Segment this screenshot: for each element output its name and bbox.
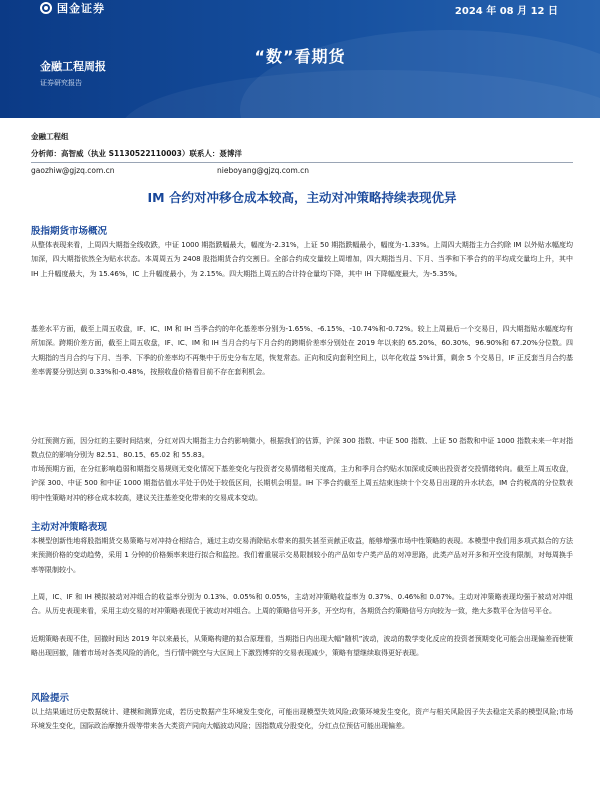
divider [31, 162, 573, 163]
logo-icon [40, 2, 52, 14]
paragraph: 以上结果通过历史数据统计、建模和测算完成，若历史数据产生环境发生变化，可能出现模型失效风险;政策环境发生变化，资产与相关风险因子失去稳定关系的模型风险;市场环境发生变化，国际政治摩擦升级等带来各大类资产同向大幅波动风险；因指数成分股变化，分红点位预估可能出现偏差。 [31, 708, 573, 731]
company-logo [40, 0, 105, 16]
logo-text: 国金证券 [57, 2, 105, 15]
analyst-email[interactable]: gaozhiw@gjzq.com.cn [31, 166, 115, 175]
paragraph: 本模型创新性地将股指期货交易策略与对冲持仓相结合，通过主动交易消除贴水带来的损失甚至贡献正收益，能够增强市场中性策略的表现。本模型中我们用多项式拟合的方法来预测价格的变动趋势，采用 1 分钟的价格频率来进行拟合和监控。我们着重展示交易限制较小的产品如专户类产品的对冲思路，此类产品对开多和开空没有限制，对每周换手率等限制较小。 [31, 537, 573, 574]
section-heading: 风险提示 [31, 693, 70, 704]
analyst-line: 分析师：高智威（执业 S1130522110003）联系人：聂博洋 [31, 149, 242, 158]
report-date: 2024 年 08 月 12 日 [454, 6, 558, 17]
header-banner [0, 0, 600, 118]
section-heading: 股指期货市场概况 [31, 226, 108, 237]
report-type: 金融工程周报 [40, 60, 106, 73]
banner-title: “数”看期货 [254, 47, 346, 66]
group-name: 金融工程组 [31, 132, 69, 141]
report-subtype: 证券研究报告 [40, 79, 82, 87]
paragraph: 从整体表现来看，上周四大期指全线收跌，中证 1000 期指跌幅最大，幅度为-2.31%，上证 50 期指跌幅最小，幅度为-1.33%。上周四大期指主力合约除 IM 以外贴水幅度均加深，四大期指依然全为贴水状态。本周周五为 2408 股指期货合约交割日。全部合约成交量较上周增加，四大期指当月、下月、当季和下季合约的平均成交量均上升，其中 IH 上升幅度最大，为 15.46%，IC 上升幅度最小，为 2.15%。四大期指上周五的合计持仓量均下降，其中 IH 下降幅度最大，为-5.35%。 [31, 241, 573, 278]
paragraph: 市场预期方面，在分红影响趋弱和期指交易规则无变化情况下基差变化与投资者交易情绪相关度高，主力和季月合约贴水加深或反映出投资者交投情绪转向。截至上周五收盘，沪深 300、中证 500 和中证 1000 期指估值水平处于仍处于较低区间，长期机会明显。IH 下季合约截至上周五结束连续十个交易日出现的升水状态，IM 合约税高的分位数表明中性策略对冲的移仓成本较高，建议关注基差变化带来的交易成本变动。 [31, 465, 573, 502]
paragraph: 分红预测方面，因分红的主要时间结束，分红对四大期指主力合约影响微小，根据我们的估算，沪深 300 指数、中证 500 指数、上证 50 指数和中证 1000 指数未来一年对指数点位的影响分别为 82.51、80.15、65.02 和 55.83。 [31, 437, 573, 460]
paragraph: 基差水平方面，截至上周五收盘，IF、IC、IM 和 IH 当季合约的年化基差率分别为-1.65%、-6.15%、-10.74%和-0.72%。较上上周最后一个交易日，四大期指贴水幅度均有所加深。跨期价差方面，截至上周五收盘，IF、IC、IM 和 IH 当月合约与下月合约的跨期价差率分别处在 2019 年以来的 65.20%、60.30%、96.90%和 67.20%分位数。四大期指的当月合约与下月、当季、下季的价差率均不再集中于历史分布左尾，恢复常态。正向和反向套利空间上，以年化收益 5%计算，剩余 5 个交易日，IF 正反套当月合约基差率需要分别达到 0.33%和-0.48%，按照收盘价格看目前不存在套利机会。 [31, 325, 573, 376]
main-title: IM 合约对冲移仓成本较高，主动对冲策略持续表现优异 [147, 190, 457, 205]
contact-email[interactable]: nieboyang@gjzq.com.cn [217, 166, 310, 175]
section-heading: 主动对冲策略表现 [31, 522, 108, 533]
paragraph: 上周，IC、IF 和 IH 模拟被动对冲组合的收益率分别为 0.13%、0.05%和 0.05%，主动对冲策略收益率为 0.37%、0.46%和 0.07%。主动对冲策略表现均强于被动对冲组合。从历史表现来看，采用主动交易的对冲策略表现优于被动对冲组合。上周的策略信号开多，开空均有，各期货合约策略信号方向较为一致，绝大多数平仓为信号平仓。 [31, 593, 573, 616]
paragraph: 近期策略表现不佳，回撤时间达 2019 年以来最长，从策略构建的拟合原理看，当期指日内出现大幅“随机”波动，波动的数学变化反应的投资者预期变化可能会出现偏差而使策略出现回撤，随着市场对各类风险的消化，当行情中跳空与大区间上下激烈博弈的交易表现减少，策略有望继续取得更好表现。 [31, 635, 573, 658]
